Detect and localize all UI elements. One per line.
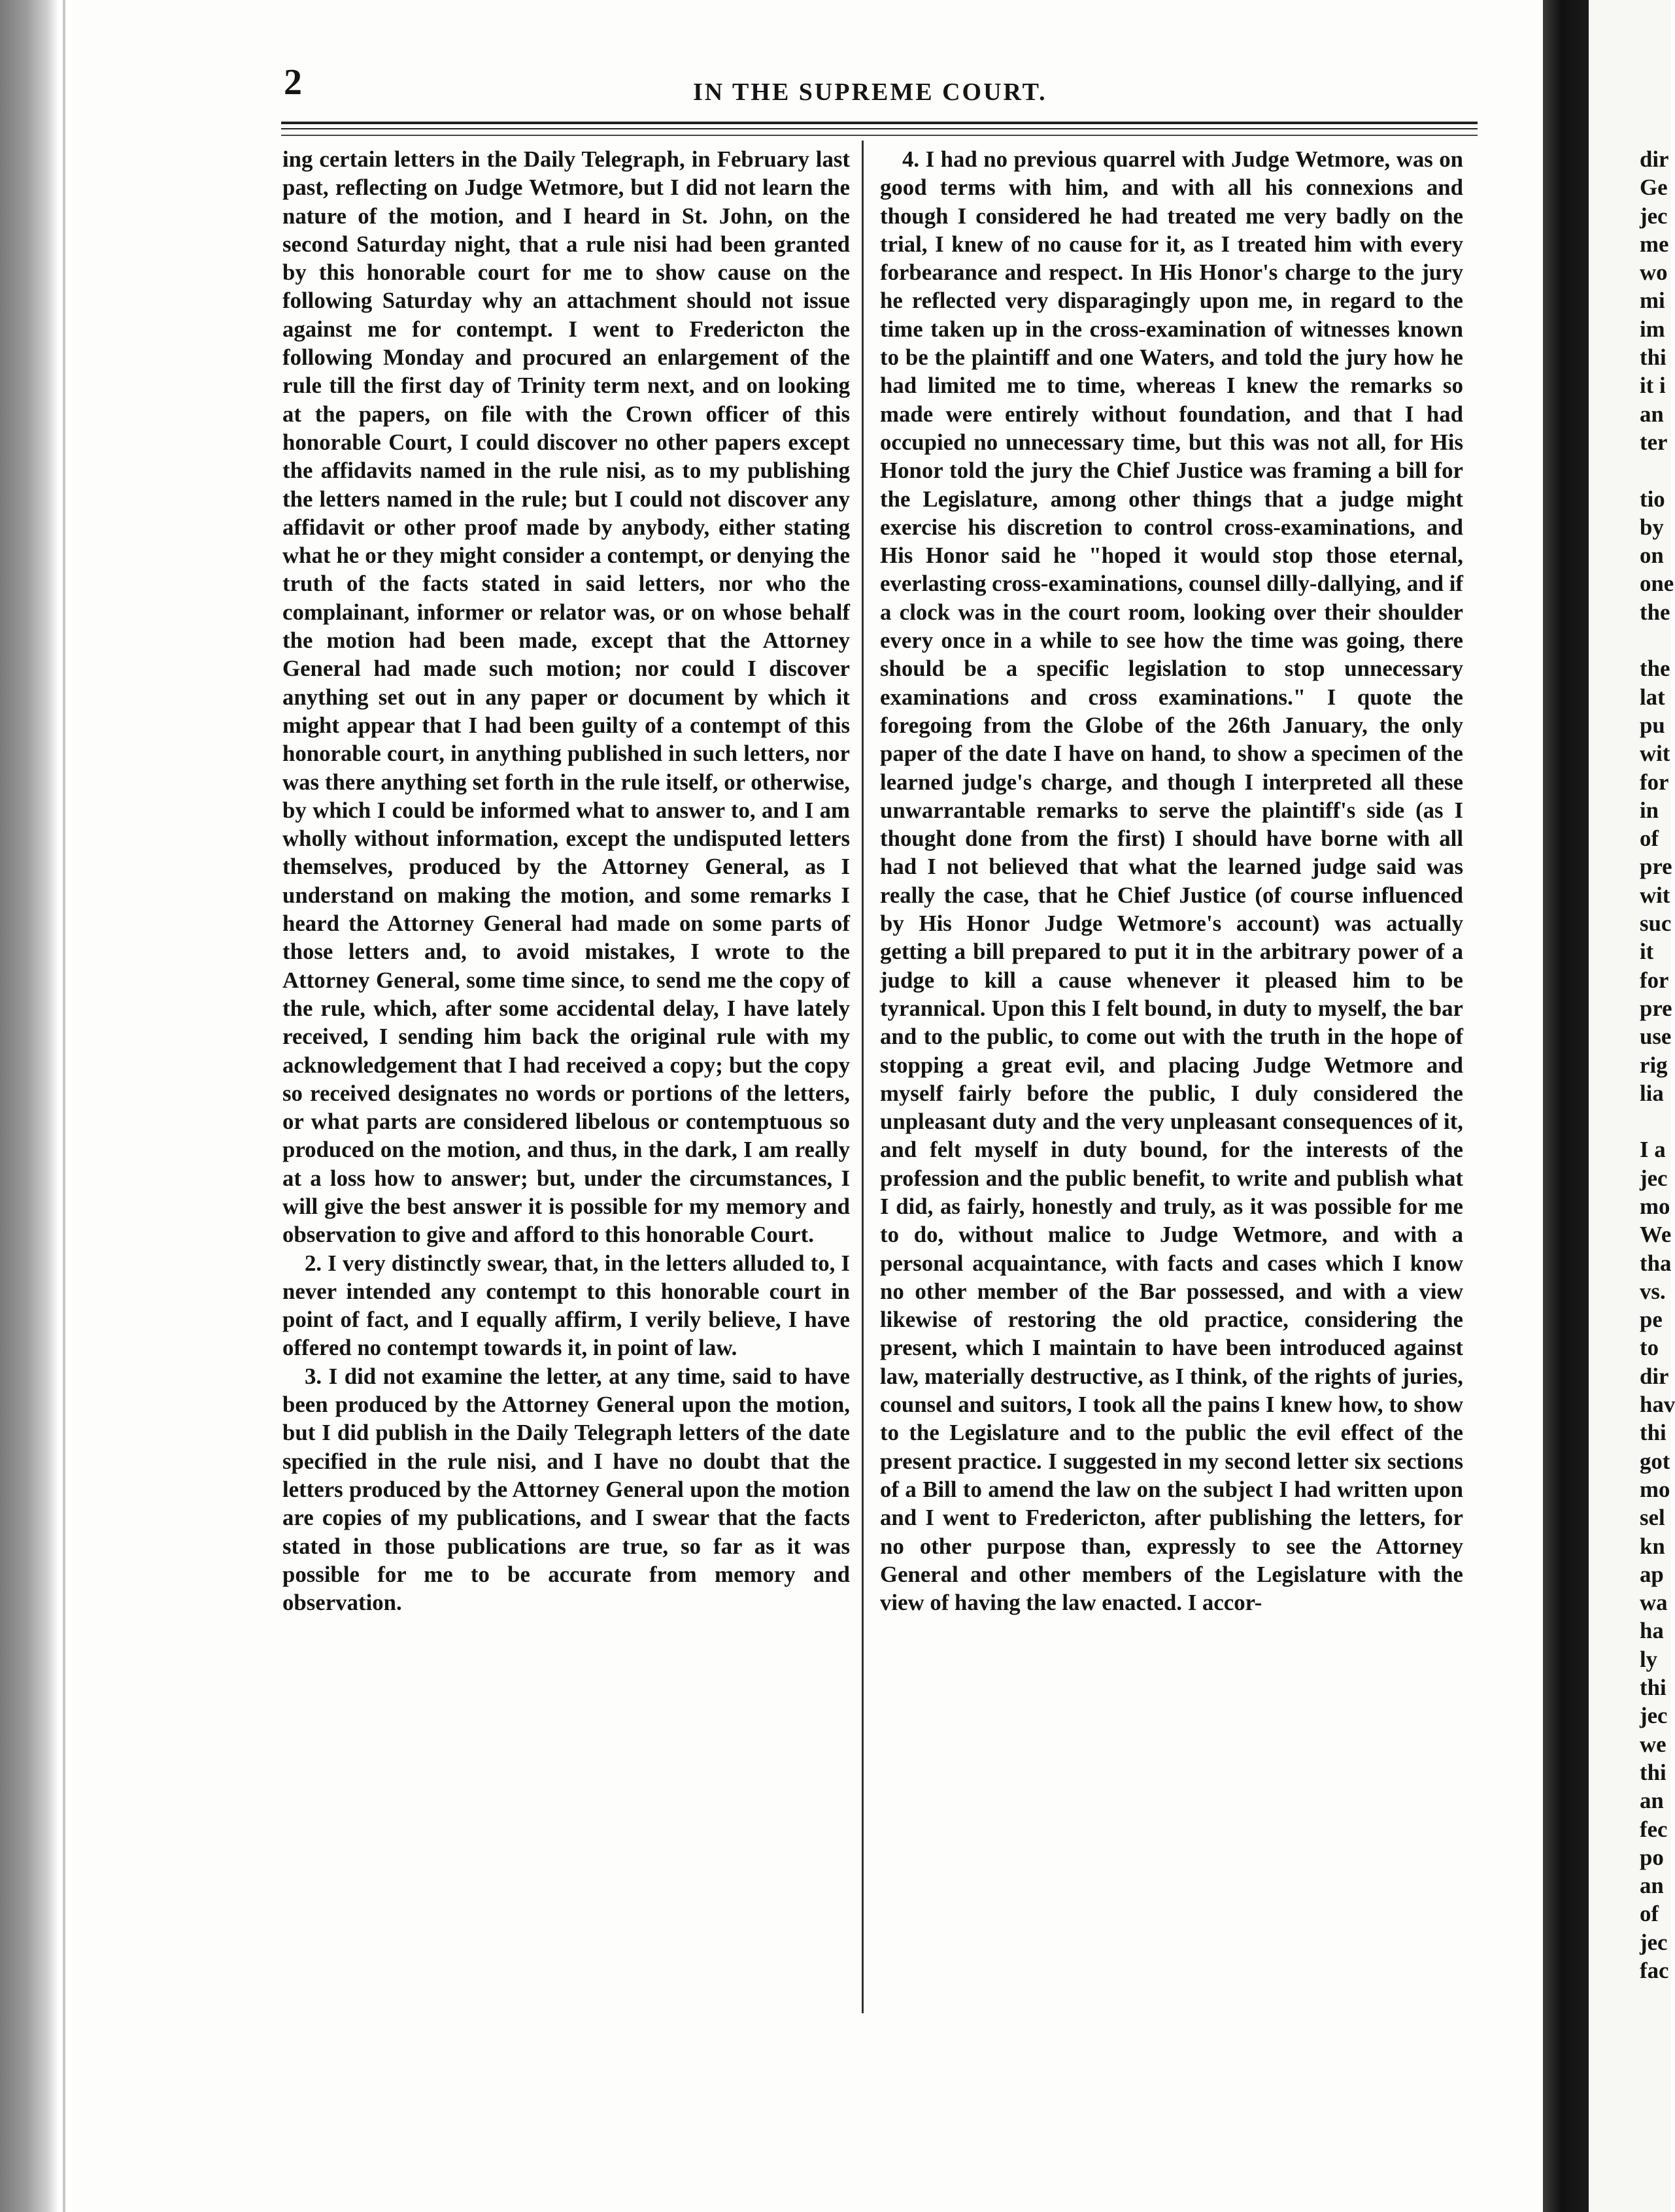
adjacent-page-fragment: Ge — [1640, 175, 1668, 201]
adjacent-page-fragment: pe — [1640, 1307, 1663, 1333]
adjacent-page-fragment: rig — [1640, 1052, 1668, 1078]
adjacent-page-fragment: fac — [1640, 1958, 1669, 1983]
adjacent-page-fragment: on — [1640, 543, 1664, 569]
adjacent-page-fragment: thi — [1640, 1675, 1667, 1701]
adjacent-page-fragment: the — [1640, 656, 1670, 682]
adjacent-page-fragment: mo — [1640, 1193, 1670, 1219]
page-edge — [63, 0, 65, 2212]
adjacent-page-fragment: wa — [1640, 1590, 1668, 1616]
adjacent-page-fragment: lia — [1640, 1080, 1664, 1106]
adjacent-page-fragment: sel — [1640, 1505, 1665, 1531]
scanner-margin — [0, 0, 59, 2212]
adjacent-page-fragment: jec — [1640, 203, 1668, 229]
adjacent-page-fragment: jec — [1640, 1703, 1668, 1729]
adjacent-page-fragment: lat — [1640, 684, 1665, 710]
adjacent-page-fragment: thi — [1640, 1759, 1667, 1785]
adjacent-page-fragment: hav — [1640, 1392, 1675, 1418]
adjacent-page-text — [1640, 145, 1675, 2028]
adjacent-page-fragment: mi — [1640, 288, 1665, 314]
adjacent-page-fragment: ha — [1640, 1618, 1664, 1644]
adjacent-page-fragment: got — [1640, 1448, 1670, 1474]
adjacent-page-fragment — [1640, 1107, 1671, 1135]
adjacent-page-fragment: dir — [1640, 1363, 1669, 1389]
adjacent-page-fragment: it — [1640, 939, 1654, 965]
adjacent-page-fragment: pre — [1640, 995, 1672, 1021]
adjacent-page-fragment — [1640, 1985, 1671, 2013]
adjacent-page-fragment: wit — [1640, 741, 1670, 767]
book-gutter — [1543, 0, 1589, 2212]
adjacent-page-fragment: wo — [1640, 260, 1668, 286]
adjacent-page-fragment: thi — [1640, 1420, 1667, 1446]
adjacent-page-fragment: an — [1640, 1873, 1664, 1899]
adjacent-page-fragment: pu — [1640, 712, 1665, 738]
adjacent-page-fragment: im — [1640, 316, 1665, 342]
adjacent-page-fragment: to — [1640, 1335, 1659, 1361]
adjacent-page-fragment: kn — [1640, 1533, 1665, 1559]
adjacent-page-fragment — [1640, 626, 1671, 654]
adjacent-page-fragment: tio — [1640, 486, 1665, 512]
header-rule-thin-lower — [281, 135, 1478, 136]
adjacent-page-fragment: mo — [1640, 1476, 1670, 1502]
adjacent-page-fragment: it i — [1640, 373, 1666, 399]
adjacent-page-fragment: vs. — [1640, 1278, 1666, 1304]
adjacent-page-fragment: pre — [1640, 854, 1672, 880]
adjacent-page-fragment: use — [1640, 1024, 1672, 1050]
adjacent-page-fragment: jec — [1640, 1929, 1668, 1955]
adjacent-page-fragment: I a — [1640, 1137, 1666, 1163]
paragraph-2: 2. I very distinctly swear, that, in the letters alluded to, I never intended any contempt to this honorable court in point of fact, and I equally affirm, I verily believe, I have offered no contempt towards it, in point of law. — [282, 1250, 850, 1361]
adjacent-page-fragment: fec — [1640, 1816, 1668, 1842]
adjacent-page-fragment: wit — [1640, 882, 1670, 908]
adjacent-page-fragment: one — [1640, 571, 1674, 597]
adjacent-page-fragment: of — [1640, 1901, 1659, 1927]
adjacent-page-fragment: ly — [1640, 1646, 1658, 1672]
adjacent-page-fragment: we — [1640, 1731, 1667, 1757]
adjacent-page-fragment: an — [1640, 1788, 1664, 1814]
right-column — [880, 145, 1463, 1617]
header-rule-thick — [281, 122, 1478, 124]
adjacent-page-fragment: an — [1640, 401, 1664, 427]
adjacent-page-fragment: me — [1640, 231, 1669, 257]
header-rule-thin — [281, 128, 1478, 129]
adjacent-page-fragment: tha — [1640, 1250, 1672, 1276]
left-column — [282, 145, 850, 1617]
adjacent-page-fragment: thi — [1640, 344, 1667, 371]
adjacent-page-fragment: dir — [1640, 146, 1669, 172]
adjacent-page-fragment: in — [1640, 797, 1659, 823]
adjacent-page-fragment: of — [1640, 826, 1659, 852]
adjacent-page-fragment: po — [1640, 1844, 1664, 1870]
paragraph-continued: ing certain letters in the Daily Telegraph, in February last past, reflecting on Judge Wetmore, but I did not learn the nature of the motion, and I heard in St. John, on the second Saturday night, that a rule nisi had been granted by this honorable court for me to show cause on the following Saturday why an attachment should not issue against me for contempt. I went to Fredericton the following Monday and procured an enlargement of the rule till the first day of Trinity term next, and on looking at the papers, on file with the Crown officer of this honorable Court, I could discover no other papers except the affidavits named in the rule nisi, as to my publishing the letters named in the rule; but I could not discover any affidavit or other proof made by anybody, either stating what he or they might consider a contempt, or denying the truth of the facts stated in said letters, nor who the complainant, informer or relator was, or on whose behalf the motion had been made, except that the Attorney General had made such motion; nor could I discover anything set out in any paper or document by which it might appear that I had been guilty of a contempt of this honorable court, in anything published in such letters, nor was there anything set forth in the rule itself, or otherwise, by which I could be informed what to answer to, and I am wholly without information, except the undisputed letters themselves, produced by the Attorney General, as I understand on making the motion, and some remarks I heard the Attorney General had made on some parts of those letters and, to avoid mistakes, I wrote to the Attorney General, some time since, to send me the copy of the rule, which, after some accidental delay, I have lately received, I sending him back the original rule with my acknowledgement that I had received a copy; but the copy so received designates no words or portions of the letters, or what parts are considered libelous or contemptuous so produced on the motion, and thus, in the dark, I am really at a loss how to answer; but, under the circumstances, I will give the best answer it is possible for my memory and observation to give and afford to this honorable Court. — [282, 146, 850, 1248]
paragraph-4: 4. I had no previous quarrel with Judge Wetmore, was on good terms with him, and with all his connexions and though I considered he had treated me very badly on the trial, I knew of no cause for it, as I treated him with every forbearance and respect. In His Honor's charge to the jury he reflected very disparagingly upon me, in regard to the time taken up in the cross-examination of witnesses known to be the plaintiff and one Waters, and told the jury how he had limited me to time, whereas I knew the remarks so made were entirely without foundation, and that I had occupied no unnecessary time, but this was not all, for His Honor told the jury the Chief Justice was framing a bill for the Legislature, among other things that a judge might exercise his discretion to control cross-examinations, and His Honor said he "hoped it would stop those eternal, everlasting cross-examinations, counsel dilly-dallying, and if a clock was in the court room, looking over their shoulder every once in a while to see how the time was going, there should be a specific legislation to stop unnecessary examinations and cross examinations." I quote the foregoing from the Globe of the 26th January, the only paper of the date I have on hand, to show a specimen of the learned judge's charge, and though I interpreted all these unwarrantable remarks to serve the plaintiff's side (as I thought done from the first) I should have borne with all had I not believed that what the learned judge said was really the case, that he Chief Justice (of course influenced by His Honor Judge Wetmore's account) was actually getting a bill prepared to put it in the arbitrary power of a judge to kill a cause whenever it pleased him to be tyrannical. Upon this I felt bound, in duty to myself, the bar and to the public, to come out with the truth in the hope of stopping a great evil, and placing Judge Wetmore and myself fairly before the public, I duly considered the unpleasant duty and the very unpleasant consequences of it, and felt myself in duty bound, for the interests of the profession and the public benefit, to write and publish what I did, as fairly, honestly and truly, as it was possible for me to do, without malice to Judge Wetmore, and with a personal acquaintance, with facts and cases which I know no other member of the Bar possessed, and with a view likewise of restoring the old practice, considering the present, which I maintain to have been introduced against law, materially destructive, as I think, of the rights of juries, counsel and suitors, I took all the pains I knew how, to show to the Legislature and to the public the evil effect of the present practice. I suggested in my second letter six sections of a Bill to amend the law on the subject I had written upon and I went to Fredericton, after publishing the letters, for no other purpose than, expressly to see the Attorney General and other members of the Legislature with the view of having the law enacted. I accor- — [880, 146, 1463, 1616]
adjacent-page-fragment: by — [1640, 514, 1664, 540]
adjacent-page-fragment: ap — [1640, 1561, 1664, 1587]
paragraph-3: 3. I did not examine the letter, at any time, said to have been produced by the Attorney General upon the motion, but I did publish in the Daily Telegraph letters of the date specified in the rule nisi, and I have no doubt that the letters produced by the Attorney General upon the motion are copies of my publications, and I swear that the facts stated in those publications are true, so far as it was possible for me to be accurate from memory and observation. — [282, 1363, 850, 1616]
adjacent-page-fragment — [1640, 456, 1671, 484]
adjacent-page-fragment: suc — [1640, 911, 1672, 937]
adjacent-page-fragment: the — [1640, 599, 1670, 625]
adjacent-page-fragment: for — [1640, 967, 1669, 993]
running-head: IN THE SUPREME COURT. — [693, 78, 1047, 106]
adjacent-page-fragment: jec — [1640, 1165, 1668, 1191]
column-divider — [862, 141, 864, 2013]
adjacent-page-fragment: ter — [1640, 429, 1668, 455]
page-number: 2 — [284, 62, 302, 103]
adjacent-page-fragment: We — [1640, 1222, 1672, 1248]
adjacent-page-fragment: for — [1640, 769, 1669, 795]
